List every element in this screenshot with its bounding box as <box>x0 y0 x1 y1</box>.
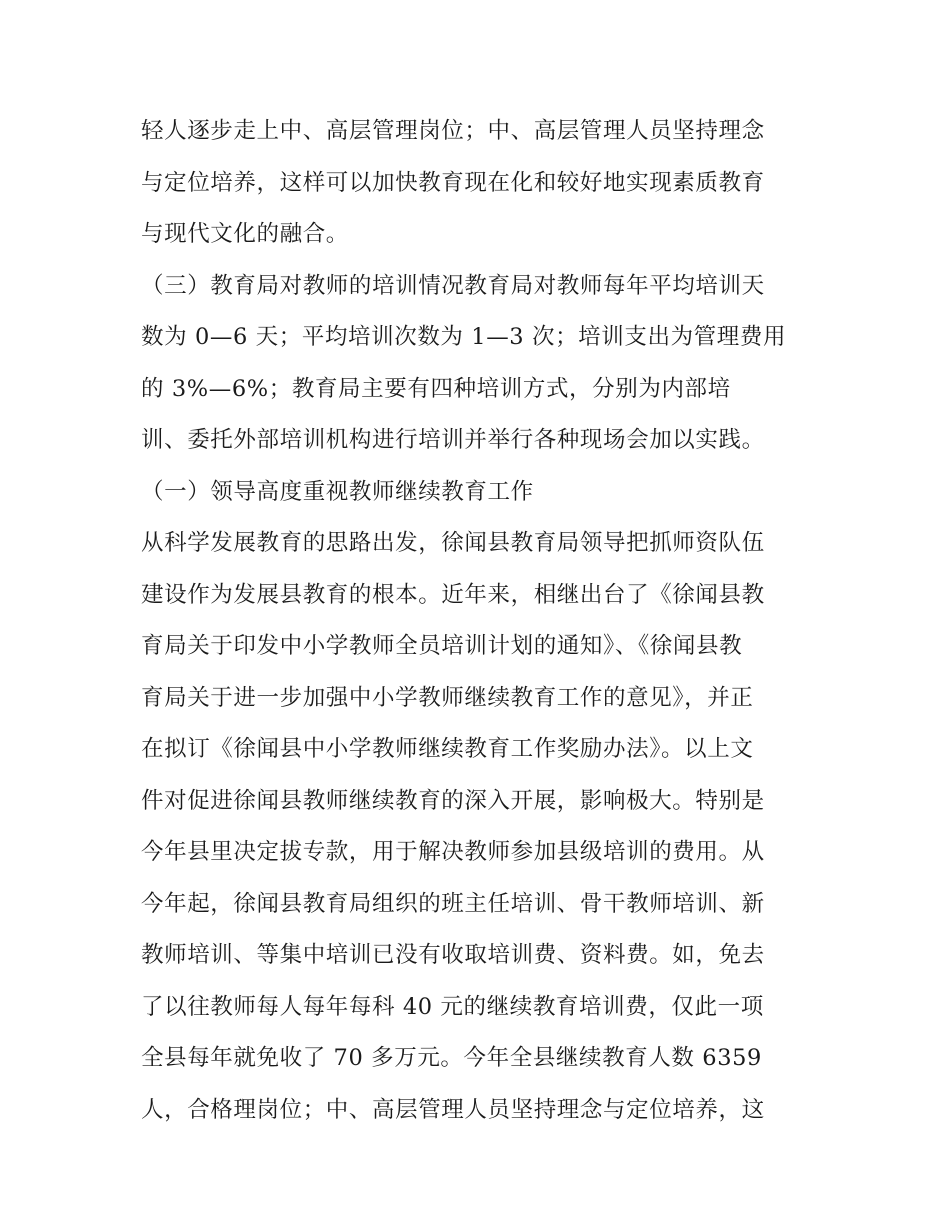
text-line: 建设作为发展县教育的根本。近年来，相继出台了《徐闻县教 <box>141 581 765 608</box>
text-line: 件对促进徐闻县教师继续教育的深入开展，影响极大。特别是 <box>141 787 765 814</box>
text-line: 数为 0—6 天；平均培训次数为 1—3 次；培训支出为管理费用 <box>141 324 787 350</box>
text-line: 训、委托外部培训机构进行培训并举行各种现场会加以实践。 <box>141 427 765 453</box>
text-line: 育局关于印发中小学教师全员培训计划的通知》、《徐闻县教 <box>141 633 743 659</box>
section-heading: （一）领导高度重视教师继续教育工作 <box>141 478 534 505</box>
text-line: 今年起，徐闻县教育局组织的班主任培训、骨干教师培训、新 <box>141 890 765 917</box>
body-text <box>141 108 821 1138</box>
text-line: 今年县里决定拔专款，用于解决教师参加县级培训的费用。从 <box>141 839 765 865</box>
text-line: 从科学发展教育的思路出发，徐闻县教育局领导把抓师资队伍 <box>141 530 765 556</box>
text-line: 了以往教师每人每年每科 40 元的继续教育培训费，仅此一项 <box>141 993 764 1020</box>
text-line: 全县每年就免收了 70 多万元。今年全县继续教育人数 6359 <box>141 1045 762 1071</box>
text-line: 与定位培养，这样可以加快教育现在化和较好地实现素质教育 <box>141 169 765 196</box>
text-line: 的 3%—6%；教育局主要有四种培训方式，分别为内部培 <box>141 375 731 402</box>
text-line: 与现代文化的融合。 <box>141 221 349 247</box>
text-line: 在拟订《徐闻县中小学教师继续教育工作奖励办法》。以上文 <box>141 736 754 762</box>
section-heading: （三）教育局对教师的培训情况教育局对教师每年平均培训天 <box>141 272 765 299</box>
text-line: 教师培训、等集中培训已没有收取培训费、资料费。如，免去 <box>141 942 765 968</box>
text-line: 育局关于进一步加强中小学教师继续教育工作的意见》，并正 <box>141 684 754 711</box>
text-line: 人，合格理岗位；中、高层管理人员坚持理念与定位培养，这 <box>141 1096 765 1123</box>
text-line: 轻人逐步走上中、高层管理岗位；中、高层管理人员坚持理念 <box>141 118 765 144</box>
